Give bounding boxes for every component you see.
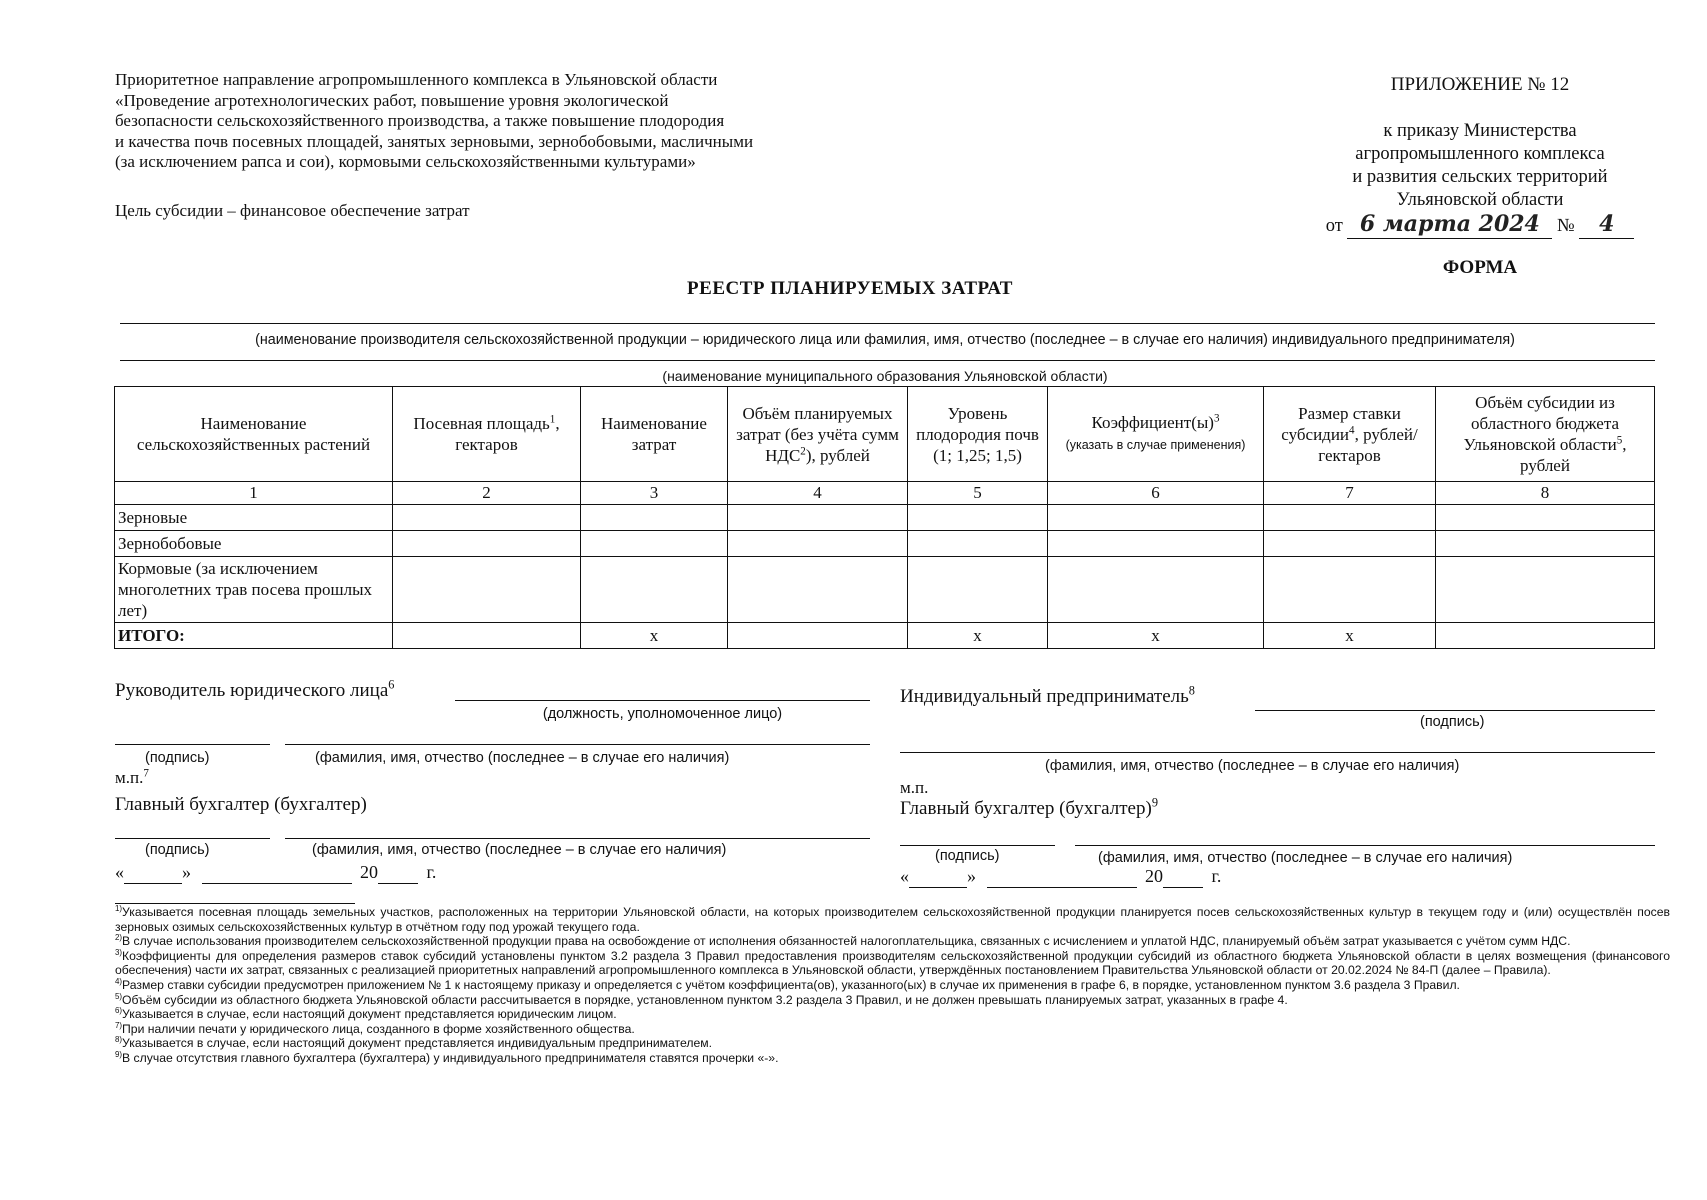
order-line: к приказу Министерства <box>1383 121 1577 141</box>
footnote: $^{7)}$При наличии печати у юридического лица, созданного в форме хозяйственного общества. <box>115 1020 635 1036</box>
municipality-caption: (наименование муниципального образования Ульяновской области) <box>662 368 1108 384</box>
position-line[interactable] <box>455 700 870 701</box>
table-cell[interactable] <box>1436 557 1655 623</box>
accountant-signature-line[interactable] <box>115 838 270 839</box>
individual-entrepreneur-label: Индивидуальный предприниматель$^8$ <box>900 683 1195 707</box>
order-line: и развития сельских территорий <box>1352 167 1608 187</box>
order-no-label: № <box>1557 216 1575 236</box>
producer-caption: (наименование производителя сельскохозяйственной продукции – юридического лица или фамилия, имя, отчество (последнее – в случае его наличия) индивидуального предпринимателя) <box>255 332 1515 348</box>
total-row <box>115 623 1655 649</box>
entrepreneur-accountant-signature-line[interactable] <box>900 845 1055 846</box>
document-title: РЕЕСТР ПЛАНИРУЕМЫХ ЗАТРАТ <box>687 278 1013 299</box>
col-header-fertility: Уровень плодородия почв (1; 1,25; 1,5) <box>908 387 1048 482</box>
table-cell[interactable] <box>581 505 728 531</box>
month-blank[interactable] <box>202 862 352 884</box>
year-blank[interactable] <box>378 862 418 884</box>
entrepreneur-accountant-signature-caption: (подпись) <box>935 848 1000 864</box>
entrepreneur-accountant-name-line[interactable] <box>1075 845 1655 846</box>
table-cell[interactable] <box>393 531 581 557</box>
table-cell[interactable] <box>1264 557 1436 623</box>
table-cell[interactable] <box>1048 557 1264 623</box>
column-number: 1 <box>115 482 393 505</box>
order-from: от <box>1325 216 1343 236</box>
accountant-name-caption: (фамилия, имя, отчество (последнее – в случае его наличия) <box>312 842 727 858</box>
footnote-separator <box>115 903 355 904</box>
table-header-row <box>115 387 1655 482</box>
table-row <box>115 557 1655 623</box>
order-line: Ульяновской области <box>1396 190 1564 210</box>
table-cell[interactable] <box>908 557 1048 623</box>
table-cell[interactable] <box>728 557 908 623</box>
table-cell[interactable] <box>581 531 728 557</box>
signature-line[interactable] <box>115 744 270 745</box>
chief-accountant-label: Главный бухгалтер (бухгалтер) <box>115 794 367 815</box>
column-number: 4 <box>728 482 908 505</box>
footnote: $^{8)}$Указывается в случае, если настоящий документ представляется индивидуальным предпринимателем. <box>115 1035 712 1051</box>
table-row <box>115 531 1655 557</box>
col-header-planned-costs: Объём планируемых затрат (без учёта сумм НДС$^2$), рублей <box>728 387 908 482</box>
footnote: $^{3)}$Коэффициенты для определения размеров ставок субсидий установлены пунктом 3.2 раздела 3 Правил предоставления производителям сельскохозяйственной продукции субсидий из областного бюджета Ульяновской области в целях возмещения (финансового обеспечения) части их затрат, связанных с реализацией приоритетных направлений агропромышленного комплекса в Ульяновской области, утверждённых постановлением Правительства Ульяновской области от 20.02.2024 № 84-П (далее – Правила). <box>115 947 1670 978</box>
col-header-subsidy: Объём субсидии из областного бюджета Ульяновской области$^5$, рублей <box>1436 387 1655 482</box>
order-number-handwritten: 4 <box>1599 211 1615 237</box>
table-cell[interactable] <box>1048 531 1264 557</box>
order-reference <box>1300 120 1660 239</box>
row-name: Зернобобовые <box>115 531 393 557</box>
table-cell[interactable] <box>1264 531 1436 557</box>
order-date-line <box>1300 213 1660 239</box>
table-cell[interactable] <box>393 557 581 623</box>
table-cell[interactable] <box>1436 531 1655 557</box>
seal-place: м.п.$^7$ <box>115 767 149 787</box>
footnote: $^{6)}$Указывается в случае, если настоящий документ представляется юридическим лицом. <box>115 1006 617 1022</box>
footnote: $^{9)}$В случае отсутствия главного бухгалтера (бухгалтера) у индивидуального предпринимателя ставятся прочерки «-». <box>115 1049 779 1065</box>
column-number: 7 <box>1264 482 1436 505</box>
total-label: ИТОГО: <box>115 623 393 649</box>
table-cell[interactable] <box>728 623 908 649</box>
full-name-line[interactable] <box>285 744 870 745</box>
col-header-rate: Размер ставки субсидии$^4$, рублей/гектаров <box>1264 387 1436 482</box>
column-number: 5 <box>908 482 1048 505</box>
row-name: Кормовые (за исключением многолетних трав посева прошлых лет) <box>115 557 393 623</box>
table-cell[interactable] <box>1436 623 1655 649</box>
entrepreneur-signature-caption: (подпись) <box>1420 714 1485 730</box>
column-number: 3 <box>581 482 728 505</box>
order-date-handwritten: 6 марта 2024 <box>1359 211 1540 237</box>
planned-costs-table <box>114 386 1655 649</box>
row-name: Зерновые <box>115 505 393 531</box>
footnote: $^{4)}$Размер ставки субсидии предусмотрен приложением № 1 к настоящему приказу и определяется с учётом коэффициента(ов), указанного(ых) в случае их применения в графе 6, в порядке, установленном пунктом 3.6 раздела 3 Правил. <box>115 976 1460 992</box>
accountant-name-line[interactable] <box>285 838 870 839</box>
intro-line: и качества почв посевных площадей, занятых зерновыми, зернобобовыми, масличными <box>115 131 754 151</box>
column-number-row <box>115 482 1655 505</box>
table-cell[interactable] <box>581 557 728 623</box>
subsidy-goal: Цель субсидии – финансовое обеспечение затрат <box>115 201 470 220</box>
column-number: 6 <box>1048 482 1264 505</box>
entrepreneur-accountant-label: Главный бухгалтер (бухгалтер)$^9$ <box>900 795 1158 819</box>
signature-caption: (подпись) <box>145 750 210 766</box>
entrepreneur-signature-line[interactable] <box>1255 710 1655 711</box>
table-cell[interactable] <box>1048 505 1264 531</box>
entrepreneur-seal-place: м.п. <box>900 778 929 797</box>
table-row <box>115 505 1655 531</box>
table-cell[interactable] <box>393 505 581 531</box>
table-cell[interactable] <box>1436 505 1655 531</box>
table-cell[interactable] <box>908 531 1048 557</box>
entrepreneur-date-field: « » 20 г. <box>900 866 1222 886</box>
intro-line: (за исключением рапса и сои), кормовыми сельскохозяйственными культурами» <box>115 152 696 171</box>
intro-line: «Проведение агротехнологических работ, повышение уровня экологической <box>115 90 669 110</box>
priority-direction-text <box>115 70 935 173</box>
position-caption: (должность, уполномоченное лицо) <box>542 706 783 722</box>
table-cell[interactable] <box>908 505 1048 531</box>
table-cell[interactable] <box>1264 505 1436 531</box>
col-header-area: Посевная площадь$^1$, гектаров <box>393 387 581 482</box>
table-cell[interactable] <box>728 505 908 531</box>
day-blank[interactable] <box>909 866 967 888</box>
year-blank[interactable] <box>1163 866 1203 888</box>
date-field: « » 20 г. <box>115 862 437 882</box>
municipality-name-line[interactable] <box>120 360 1655 361</box>
table-cell[interactable] <box>728 531 908 557</box>
column-number: 8 <box>1436 482 1655 505</box>
entrepreneur-name-caption: (фамилия, имя, отчество (последнее – в случае его наличия) <box>1045 758 1460 774</box>
intro-line: Приоритетное направление агропромышленного комплекса в Ульяновской области <box>115 70 718 89</box>
total-mark: х <box>1048 623 1264 649</box>
form-label: ФОРМА <box>1442 257 1518 278</box>
head-of-legal-entity-label: Руководитель юридического лица$^6$ <box>115 677 395 701</box>
order-line: агропромышленного комплекса <box>1355 144 1605 164</box>
total-mark: х <box>908 623 1048 649</box>
entrepreneur-name-line[interactable] <box>900 752 1655 753</box>
intro-line: безопасности сельскохозяйственного производства, а также повышение плодородия <box>115 111 725 130</box>
entrepreneur-accountant-name-caption: (фамилия, имя, отчество (последнее – в случае его наличия) <box>1098 850 1513 866</box>
full-name-caption: (фамилия, имя, отчество (последнее – в случае его наличия) <box>315 750 730 766</box>
column-number: 2 <box>393 482 581 505</box>
col-header-crops: Наименование сельскохозяйственных растений <box>115 387 393 482</box>
month-blank[interactable] <box>987 866 1137 888</box>
footnotes <box>115 905 1670 1066</box>
total-mark: х <box>581 623 728 649</box>
day-blank[interactable] <box>124 862 182 884</box>
total-mark: х <box>1264 623 1436 649</box>
accountant-signature-caption: (подпись) <box>145 842 210 858</box>
col-header-coefficient: $Коэффициент(ы)^3$ (указать в случае применения) <box>1048 387 1264 482</box>
appendix-number: ПРИЛОЖЕНИЕ № 12 <box>1390 74 1570 95</box>
footnote: $^{2)}$В случае использования производителем сельскохозяйственной продукции права на освобождение от исполнения обязанностей налогоплательщика, связанных с исчислением и уплатой НДС, планируемый объём затрат указывается с учётом сумм НДС. <box>115 933 1571 949</box>
footnote: $^{1)}$Указывается посевная площадь земельных участков, расположенных на территории Ульяновской области, на которых производителем сельскохозяйственной продукции планируется посев сельскохозяйственных культур в текущем году и (или) осуществлён посев зерновых озимых сельскохозяйственных культур в отчётном году под урожай текущего года. <box>115 903 1670 934</box>
footnote: $^{5)}$Объём субсидии из областного бюджета Ульяновской области рассчитывается в порядке, установленном пунктом 3.2 раздела 3 Правил, и не должен превышать планируемых затрат, указанных в графе 4. <box>115 991 1288 1007</box>
col-header-cost-name: Наименование затрат <box>581 387 728 482</box>
table-cell[interactable] <box>393 623 581 649</box>
producer-name-line[interactable] <box>120 323 1655 324</box>
